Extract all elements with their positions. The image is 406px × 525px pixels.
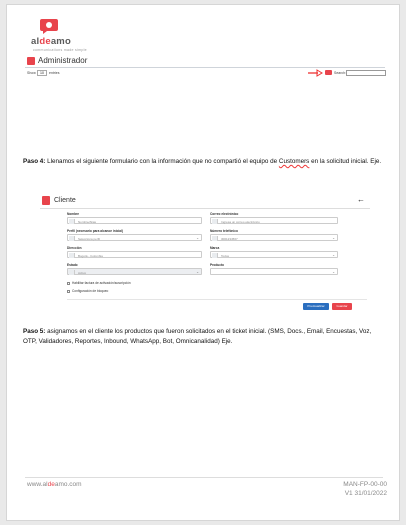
chevron-down-icon: ⌄ bbox=[332, 253, 335, 257]
checkbox-icon bbox=[67, 282, 70, 285]
phone-icon bbox=[212, 236, 218, 241]
nombre-label: Nombre bbox=[67, 212, 80, 216]
chevron-down-icon: ⌄ bbox=[196, 236, 199, 240]
chevron-down-icon: ⌄ bbox=[196, 270, 199, 274]
perfil-select[interactable]: Selecciona perfil ⌄ bbox=[67, 234, 202, 241]
producto-label: Producto bbox=[210, 263, 224, 267]
location-icon bbox=[69, 253, 75, 258]
cliente-divider bbox=[40, 208, 370, 209]
numero-label: Número telefónico bbox=[210, 229, 238, 233]
checkbox-factura[interactable]: Habilitar factura de activación/suscripción bbox=[67, 281, 131, 285]
admin-user-icon bbox=[27, 57, 35, 65]
brand-name: aldeamo bbox=[31, 36, 71, 47]
save-button[interactable]: Guardar bbox=[332, 303, 352, 310]
status-icon bbox=[69, 270, 75, 275]
tag-icon bbox=[212, 253, 218, 258]
correo-field[interactable]: Ingresa un correo electrónico bbox=[210, 217, 338, 224]
checkbox-icon bbox=[67, 290, 70, 293]
red-arrow-icon bbox=[307, 69, 323, 77]
back-arrow-icon[interactable]: ← bbox=[357, 195, 365, 204]
direccion-label: Dirección bbox=[67, 246, 82, 250]
perfil-label: Perfil (necesario para alcance inicial) bbox=[67, 229, 123, 233]
email-icon bbox=[212, 219, 218, 224]
step-5-paragraph: Paso 5: asignamos en el cliente los productos que fueron solicitados en el ticket inicial. (SMS, Docs., Email, Encuestas, Voz, OTP, Validadores, Reportes, Inbound, WhatsApp, Bot, Omnicanalidad) Eje. bbox=[23, 328, 372, 345]
admin-divider bbox=[25, 67, 385, 68]
cliente-user-icon bbox=[42, 196, 50, 205]
footer-doc-code: MAN-FP-00-00 V1 31/01/2022 bbox=[343, 481, 387, 497]
show-label: Show bbox=[27, 71, 36, 75]
estado-select: Activo ⌄ bbox=[67, 268, 202, 275]
excel-export-icon[interactable] bbox=[325, 70, 332, 75]
profile-icon bbox=[69, 236, 75, 241]
numero-field[interactable]: 3001234567 ⌄ bbox=[210, 234, 338, 241]
step-4-paragraph: Paso 4: Llenamos el siguiente formulario con la información que no compartió el equipo de Customers en la solicitud inicial. Eje. bbox=[23, 158, 382, 165]
cliente-title: Cliente bbox=[54, 197, 76, 204]
checkbox-bloqueo[interactable]: Configuración de bloqueo bbox=[67, 289, 108, 293]
form-divider bbox=[67, 299, 367, 300]
admin-title: Administrador bbox=[38, 56, 88, 65]
user-icon bbox=[69, 219, 75, 224]
direccion-field[interactable]: Bogotá - Colombia bbox=[67, 251, 202, 258]
brand-tagline: communications made simple bbox=[33, 48, 87, 52]
nombre-field[interactable]: Nombre/Alias bbox=[67, 217, 202, 224]
document-page bbox=[6, 4, 400, 521]
footer-divider bbox=[25, 477, 383, 478]
entries-label: entries bbox=[49, 71, 60, 75]
footer-url: www.aldeamo.com bbox=[27, 481, 82, 488]
marca-label: Marca bbox=[210, 246, 220, 250]
search-label: Search: bbox=[334, 71, 347, 75]
preview-button[interactable]: Previsualizar bbox=[303, 303, 329, 310]
estado-label: Estado bbox=[67, 263, 78, 267]
entries-select[interactable]: 10 bbox=[37, 70, 47, 76]
chevron-down-icon: ⌄ bbox=[332, 270, 335, 274]
chevron-down-icon: ⌄ bbox=[332, 236, 335, 240]
producto-select[interactable] bbox=[210, 268, 338, 275]
marca-select[interactable]: Todos ⌄ bbox=[210, 251, 338, 258]
aldeamo-logo-icon bbox=[39, 17, 59, 35]
correo-label: Correo electrónico bbox=[210, 212, 239, 216]
search-input[interactable] bbox=[346, 70, 386, 76]
